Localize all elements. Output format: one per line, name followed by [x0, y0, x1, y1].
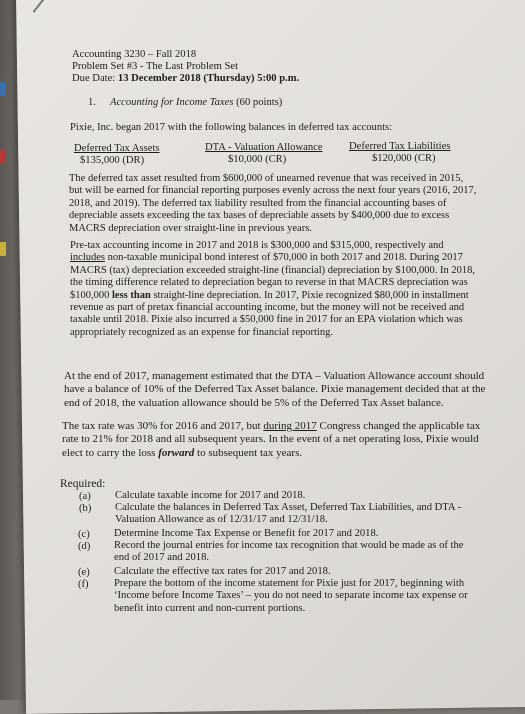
intro-text: Pixie, Inc. began 2017 with the following balances in deferred tax accounts: [70, 122, 393, 133]
required-letter-f: (f) [78, 579, 89, 590]
paragraph-line: appropriately recognized as an expense for financial reporting. [70, 326, 333, 338]
required-letter-e: (e) [78, 567, 90, 578]
paragraph-fragment: Congress changed the applicable tax [316, 420, 481, 432]
paragraph-line: depreciable assets exceeding the tax bases of depreciable assets by $400,000 due to excess [69, 210, 450, 222]
problem-set-title: Problem Set #3 - The Last Problem Set [72, 61, 239, 72]
required-line: Valuation Allowance as of 12/31/17 and 12/31/18. [115, 514, 328, 526]
pen-mark [33, 0, 46, 13]
paragraph-valuation-allowance [64, 370, 485, 410]
paragraph-line: At the end of 2017, management estimated that the DTA – Valuation Allowance account should [64, 370, 485, 382]
includes-underlined: includes [70, 252, 105, 264]
required-heading: Required: [60, 478, 106, 490]
required-item-c [114, 528, 378, 540]
paragraph-line [62, 420, 480, 433]
paragraph-line: MACRS (tax) depreciation exceeded straight-line (financial) depreciation by $100,000. In 2018, [70, 264, 475, 276]
paragraph-line [62, 447, 480, 460]
question-heading [110, 97, 282, 109]
required-letter-b: (b) [79, 503, 92, 514]
account-value-dta: $135,000 (DR) [80, 155, 145, 166]
paragraph-line: Pre-tax accounting income in 2017 and 2018 is $300,000 and $315,000, respectively and [70, 240, 444, 251]
course-title: Accounting 3230 – Fall 2018 [72, 49, 197, 60]
forward-emphasis: forward [158, 446, 195, 459]
required-letter-d: (d) [78, 541, 91, 552]
paragraph-line: The deferred tax asset resulted from $600,000 of unearned revenue that was received in 2015, [69, 173, 464, 184]
paragraph-line: end of 2018, the valuation allowance should be 5% of the Deferred Tax Asset balance. [64, 396, 444, 409]
paragraph-line: MACRS depreciation over straight-line in previous years. [69, 222, 312, 234]
account-label-dtl: Deferred Tax Liabilities [349, 141, 451, 152]
paragraph-pretax-income [70, 240, 475, 339]
paragraph-fragment: elect to carry the loss [62, 446, 159, 459]
paragraph-fragment: to subsequent tax years. [194, 446, 303, 459]
account-label-dta: Deferred Tax Assets [74, 143, 160, 154]
question-points: (60 points) [236, 97, 283, 108]
required-line: ‘Income before Income Taxes’ – you do not need to separate income tax expense or [114, 590, 468, 602]
paragraph-line: but will be earned for financial reporting purposes evenly across the next four years (2016, 2017, [69, 185, 477, 197]
required-item-d [114, 540, 463, 565]
due-date-line [72, 73, 299, 85]
paragraph-deferred-balances [69, 173, 476, 235]
required-line: Calculate the effective tax rates for 2017 and 2018. [114, 566, 331, 577]
paragraph-line: rate to 21% for 2018 and all subsequent years. In the event of a net operating loss, Pixie would [62, 433, 479, 446]
account-value-valuation-allowance: $10,000 (CR) [228, 154, 287, 165]
required-line: Calculate the balances in Deferred Tax Asset, Deferred Tax Liabilities, and DTA - [115, 502, 462, 513]
required-item-f [114, 578, 468, 615]
required-line: Calculate taxable income for 2017 and 2018. [115, 490, 306, 501]
required-item-b [115, 502, 461, 527]
paragraph-line: 2018, and 2019). The deferred tax liability resulted from the financial accounting bases of [69, 197, 447, 209]
paragraph-line: revenue as part of pretax financial accounting income, but the money will not be received and [70, 302, 465, 314]
during-2017-underlined: during 2017 [263, 420, 317, 432]
paragraph-fragment: non-taxable municipal bond interest of $70,000 in both 2017 and 2018. During 2017 [105, 252, 463, 264]
required-item-e [114, 566, 331, 578]
question-title: Accounting for Income Taxes [110, 97, 234, 108]
required-item-a [115, 490, 305, 502]
required-line: Record the journal entries for income tax recognition that would be made as of the [114, 540, 464, 551]
paragraph-line: the timing difference related to depreciation began to reverse in that MACRS depreciation was [70, 277, 468, 289]
account-value-dtl: $120,000 (CR) [372, 153, 436, 164]
less-than-bold: less than [112, 289, 151, 301]
due-date-value: 13 December 2018 (Thursday) 5:00 p.m. [117, 73, 300, 84]
required-line: end of 2017 and 2018. [114, 552, 210, 564]
required-line: benefit into current and non-current portions. [114, 602, 306, 614]
required-letter-a: (a) [79, 491, 91, 502]
question-number: 1. [88, 97, 96, 108]
paragraph-fragment: straight-line depreciation. In 2017, Pixie recognized $80,000 in installment [150, 289, 469, 301]
paragraph-line [70, 290, 475, 302]
paragraph-tax-rate [62, 420, 480, 460]
paragraph-line: have a balance of 10% of the Deferred Tax Asset balance. Pixie management decided that at the [64, 383, 486, 396]
account-label-valuation-allowance: DTA - Valuation Allowance [205, 142, 323, 153]
required-line: Determine Income Tax Expense or Benefit for 2017 and 2018. [114, 528, 379, 539]
paragraph-line [70, 252, 475, 264]
paragraph-fragment: The tax rate was 30% for 2016 and 2017, but [62, 420, 264, 432]
paragraph-line: taxable until 2018. Pixie also incurred a $50,000 fine in 2017 for an EPA violation which was [70, 314, 463, 326]
required-letter-c: (c) [78, 529, 90, 540]
paragraph-fragment: $100,000 [70, 289, 112, 301]
due-date-label: Due Date: [72, 73, 116, 84]
required-line: Prepare the bottom of the income statement for Pixie just for 2017, beginning with [114, 578, 465, 589]
